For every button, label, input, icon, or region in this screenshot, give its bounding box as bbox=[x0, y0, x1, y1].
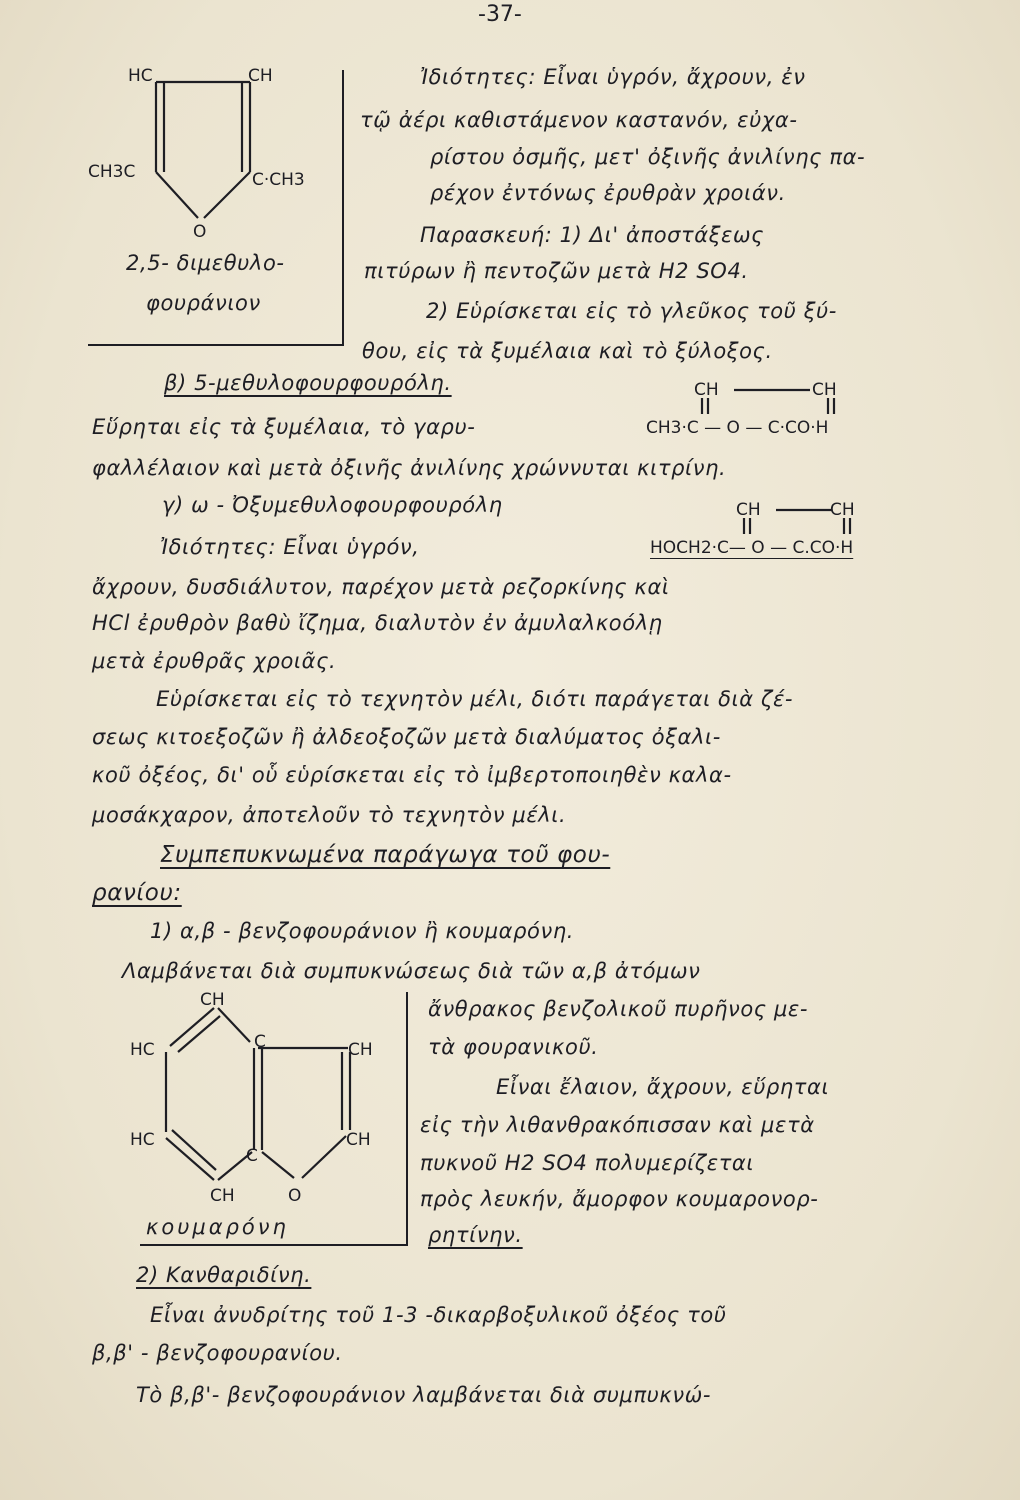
text-line-16: μετὰ ἐρυθρᾶς χροιᾶς. bbox=[92, 649, 337, 673]
text-line-11: φαλλέλαιον καὶ μετὰ ὀξινῆς ἀνιλίνης χρώννυται κιτρίνη. bbox=[92, 456, 727, 480]
struct2-hc-lower: HC bbox=[130, 1130, 155, 1150]
formula-b-ch-left: CH bbox=[694, 380, 719, 400]
struct1-cch3: C·CH3 bbox=[252, 170, 305, 190]
struct2-c-top: C bbox=[254, 1032, 266, 1052]
struct2-ch-bottom: CH bbox=[210, 1186, 235, 1206]
struct1-ch3c: CH3C bbox=[88, 162, 136, 182]
text-line-26: τὰ φουρανικοῦ. bbox=[428, 1035, 599, 1059]
text-line-33: Εἶναι ἀνυδρίτης τοῦ 1-3 -δικαρβοξυλικοῦ ὀξέος τοῦ bbox=[150, 1303, 727, 1327]
text-line-27: Εἶναι ἔλαιον, ἄχρουν, εὕρηται bbox=[496, 1075, 830, 1099]
page-number: -37- bbox=[478, 2, 522, 27]
formula-c-ch-left: CH bbox=[736, 500, 761, 520]
struct2-c-bottom: C bbox=[246, 1146, 258, 1166]
struct1-name-line2: φουράνιον bbox=[146, 291, 261, 315]
struct1-o: O bbox=[193, 222, 207, 242]
text-line-6: πιτύρων ἢ πεντοζῶν μετὰ H2 SO4. bbox=[364, 259, 749, 283]
text-line-10: Εὕρηται εἰς τὰ ξυμέλαια, τὸ γαρυ- bbox=[92, 415, 476, 439]
struct2-ch-top: CH bbox=[200, 990, 225, 1010]
formula-b-bottom: CH3·C — O — C·CO·H bbox=[646, 418, 829, 438]
coumarone-structure bbox=[130, 990, 390, 1230]
text-line-25: ἄνθρακος βενζολικοῦ πυρῆνος με- bbox=[428, 997, 809, 1021]
text-line-19: κοῦ ὀξέος, δι' οὗ εὑρίσκεται εἰς τὸ ἰμβερτοποιηθὲν καλα- bbox=[92, 763, 732, 787]
text-line-24: Λαμβάνεται διὰ συμπυκνώσεως διὰ τῶν α,β ἀτόμων bbox=[122, 959, 701, 983]
text-line-29: πυκνοῦ H2 SO4 πολυμερίζεται bbox=[420, 1151, 755, 1175]
heading-condensed-derivatives-cont: ρανίου: bbox=[92, 880, 182, 906]
box2-underline bbox=[140, 1244, 408, 1246]
formula-c-bottom: HOCH2·C— O — C.CO·H bbox=[650, 538, 854, 558]
text-line-2: τῷ ἀέρι καθιστάμενον καστανόν, εὐχα- bbox=[360, 108, 798, 132]
text-line-7: 2) Εὑρίσκεται εἰς τὸ γλεῦκος τοῦ ξύ- bbox=[426, 299, 837, 323]
struct2-o: O bbox=[288, 1186, 302, 1206]
text-line-1: Ἰδιότητες: Εἶναι ὑγρόν, ἄχρουν, ἐν bbox=[420, 65, 806, 89]
formula-c-ch-right: CH bbox=[830, 500, 855, 520]
text-line-14: ἄχρουν, δυσδιάλυτον, παρέχον μετὰ ρεζορκίνης καὶ bbox=[92, 575, 670, 599]
heading-oxymethylfurfural: γ) ω - Ὀξυμεθυλοφουρφουρόλη bbox=[162, 493, 503, 517]
text-line-35: Τὸ β,β'- βενζοφουράνιον λαμβάνεται διὰ συμπυκνώ- bbox=[136, 1383, 712, 1407]
text-line-3: ρίστου ὀσμῆς, μετ' ὀξινῆς ἀνιλίνης πα- bbox=[430, 145, 866, 169]
struct2-ch-right: CH bbox=[348, 1040, 373, 1060]
text-line-15: HCl ἐρυθρὸν βαθὺ ἴζημα, διαλυτὸν ἐν ἀμυλαλκοόλῃ bbox=[92, 611, 663, 635]
text-line-4: ρέχον ἐντόνως ἐρυθρὰν χροιάν. bbox=[430, 181, 786, 205]
text-line-18: σεως κιτοεξοζῶν ἢ ἀλδεοξοζῶν μετὰ διαλύματος ὀξαλι- bbox=[92, 725, 721, 749]
struct1-hc: HC bbox=[128, 66, 153, 86]
text-line-34: β,β' - βενζοφουρανίου. bbox=[92, 1341, 343, 1365]
struct2-name: κουμαρόνη bbox=[146, 1215, 289, 1239]
text-line-17: Εὑρίσκεται εἰς τὸ τεχνητὸν μέλι, διότι παράγεται διὰ ζέ- bbox=[156, 687, 794, 711]
heading-condensed-derivatives: Συμπεπυκνωμένα παράγωγα τοῦ φου- bbox=[160, 842, 611, 868]
text-line-8: θου, εἰς τὰ ξυμέλαια καὶ τὸ ξύλοξος. bbox=[362, 339, 773, 363]
box2-divider bbox=[406, 992, 408, 1246]
text-line-31: ρητίνην. bbox=[428, 1223, 523, 1247]
box1-divider bbox=[342, 70, 344, 346]
struct1-ch: CH bbox=[248, 66, 273, 86]
text-line-5: Παρασκευή: 1) Δι' ἀποστάξεως bbox=[420, 223, 765, 247]
text-line-28: εἰς τὴν λιθανθρακόπισσαν καὶ μετὰ bbox=[420, 1113, 815, 1137]
text-line-20: μοσάκχαρον, ἀποτελοῦν τὸ τεχνητὸν μέλι. bbox=[92, 803, 567, 827]
struct1-name-line1: 2,5- διμεθυλο- bbox=[126, 251, 285, 275]
formula-b-ch-right: CH bbox=[812, 380, 837, 400]
box1-underline bbox=[88, 344, 344, 346]
heading-5-methylfurfural: β) 5-μεθυλοφουρφουρόλη. bbox=[164, 371, 452, 395]
text-line-30: πρὸς λευκήν, ἄμορφον κουμαρονορ- bbox=[420, 1187, 819, 1211]
heading-benzofuran: 1) α,β - βενζοφουράνιον ἢ κουμαρόνη. bbox=[150, 919, 575, 943]
struct2-ch-lower: CH bbox=[346, 1130, 371, 1150]
text-line-13: Ἰδιότητες: Εἶναι ὑγρόν, bbox=[160, 535, 420, 559]
struct2-hc-left: HC bbox=[130, 1040, 155, 1060]
dimethylfuran-structure bbox=[100, 60, 350, 260]
heading-cantharidin: 2) Κανθαριδίνη. bbox=[136, 1263, 312, 1287]
